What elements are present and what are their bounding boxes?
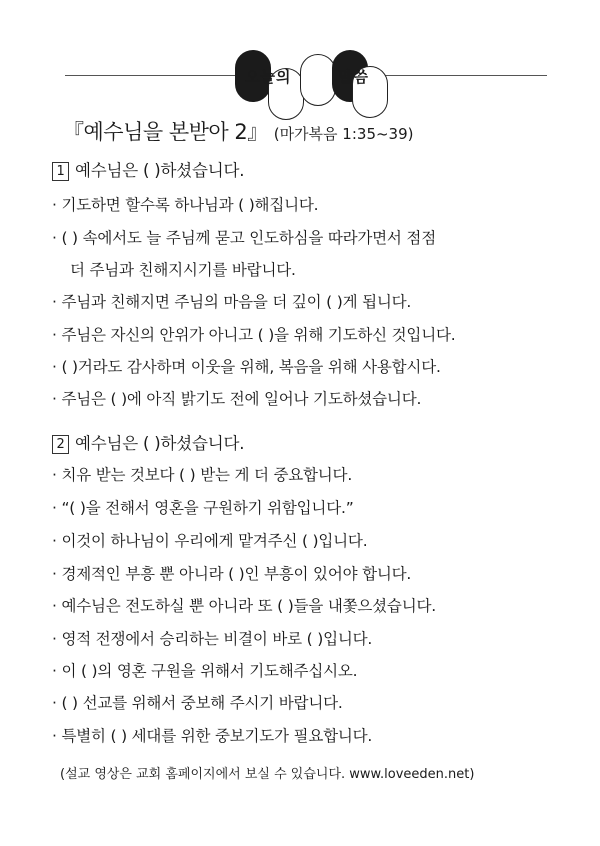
- sermon-title-main: 『예수님을 본받아 2』: [63, 120, 268, 144]
- list-item: · 기도하면 할수록 하나님과 ( )해집니다.: [52, 196, 319, 214]
- list-item: · 이것이 하나님이 우리에게 맡겨주신 ( )입니다.: [52, 532, 368, 550]
- list-item: · “( )을 전해서 영혼을 구원하기 위함입니다.”: [52, 499, 354, 517]
- section-1-heading: [52, 157, 244, 181]
- header-title-left: 오늘의: [245, 68, 292, 86]
- list-item: · ( )거라도 감사하며 이웃을 위해, 복음을 위해 사용합시다.: [52, 358, 441, 376]
- list-item: · ( ) 속에서도 늘 주님께 묻고 인도하심을 따라가면서 점점: [52, 229, 436, 247]
- list-item: · 이 ( )의 영혼 구원을 위해서 기도해주십시오.: [52, 662, 358, 680]
- header-pill-decoration: [300, 54, 336, 106]
- scripture-reference: (마가복음 1:35~39): [273, 125, 414, 143]
- section-1-number: 1: [52, 162, 69, 181]
- list-item: · 주님과 친해지면 주님의 마음을 더 깊이 ( )게 됩니다.: [52, 293, 412, 311]
- header-rule-left: [65, 75, 235, 76]
- list-item: · 예수님은 전도하실 뿐 아니라 또 ( )들을 내쫓으셨습니다.: [52, 597, 436, 615]
- list-item: · 특별히 ( ) 세대를 위한 중보기도가 필요합니다.: [52, 727, 373, 745]
- sermon-title: [63, 116, 414, 146]
- section-1-heading-text: 예수님은 ( )하셨습니다.: [75, 161, 245, 180]
- list-item: · 주님은 자신의 안위가 아니고 ( )을 위해 기도하신 것입니다.: [52, 326, 456, 344]
- section-2-heading-text: 예수님은 ( )하셨습니다.: [75, 434, 245, 453]
- list-item: · 주님은 ( )에 아직 밝기도 전에 일어나 기도하셨습니다.: [52, 390, 422, 408]
- list-item: · 치유 받는 것보다 ( ) 받는 게 더 중요합니다.: [52, 466, 353, 484]
- section-2-number: 2: [52, 435, 69, 454]
- header-title-right: 말씀: [338, 68, 369, 86]
- list-item: · ( ) 선교를 위해서 중보해 주시기 바랍니다.: [52, 694, 343, 712]
- header-rule-right: [382, 75, 547, 76]
- list-item-continuation: 더 주님과 친해지시기를 바랍니다.: [70, 261, 296, 279]
- list-item: · 경제적인 부흥 뿐 아니라 ( )인 부흥이 있어야 합니다.: [52, 565, 412, 583]
- footer-note: (설교 영상은 교회 홈페이지에서 보실 수 있습니다. www.loveeden.net): [60, 767, 475, 782]
- section-2-heading: [52, 430, 244, 454]
- list-item: · 영적 전쟁에서 승리하는 비결이 바로 ( )입니다.: [52, 630, 373, 648]
